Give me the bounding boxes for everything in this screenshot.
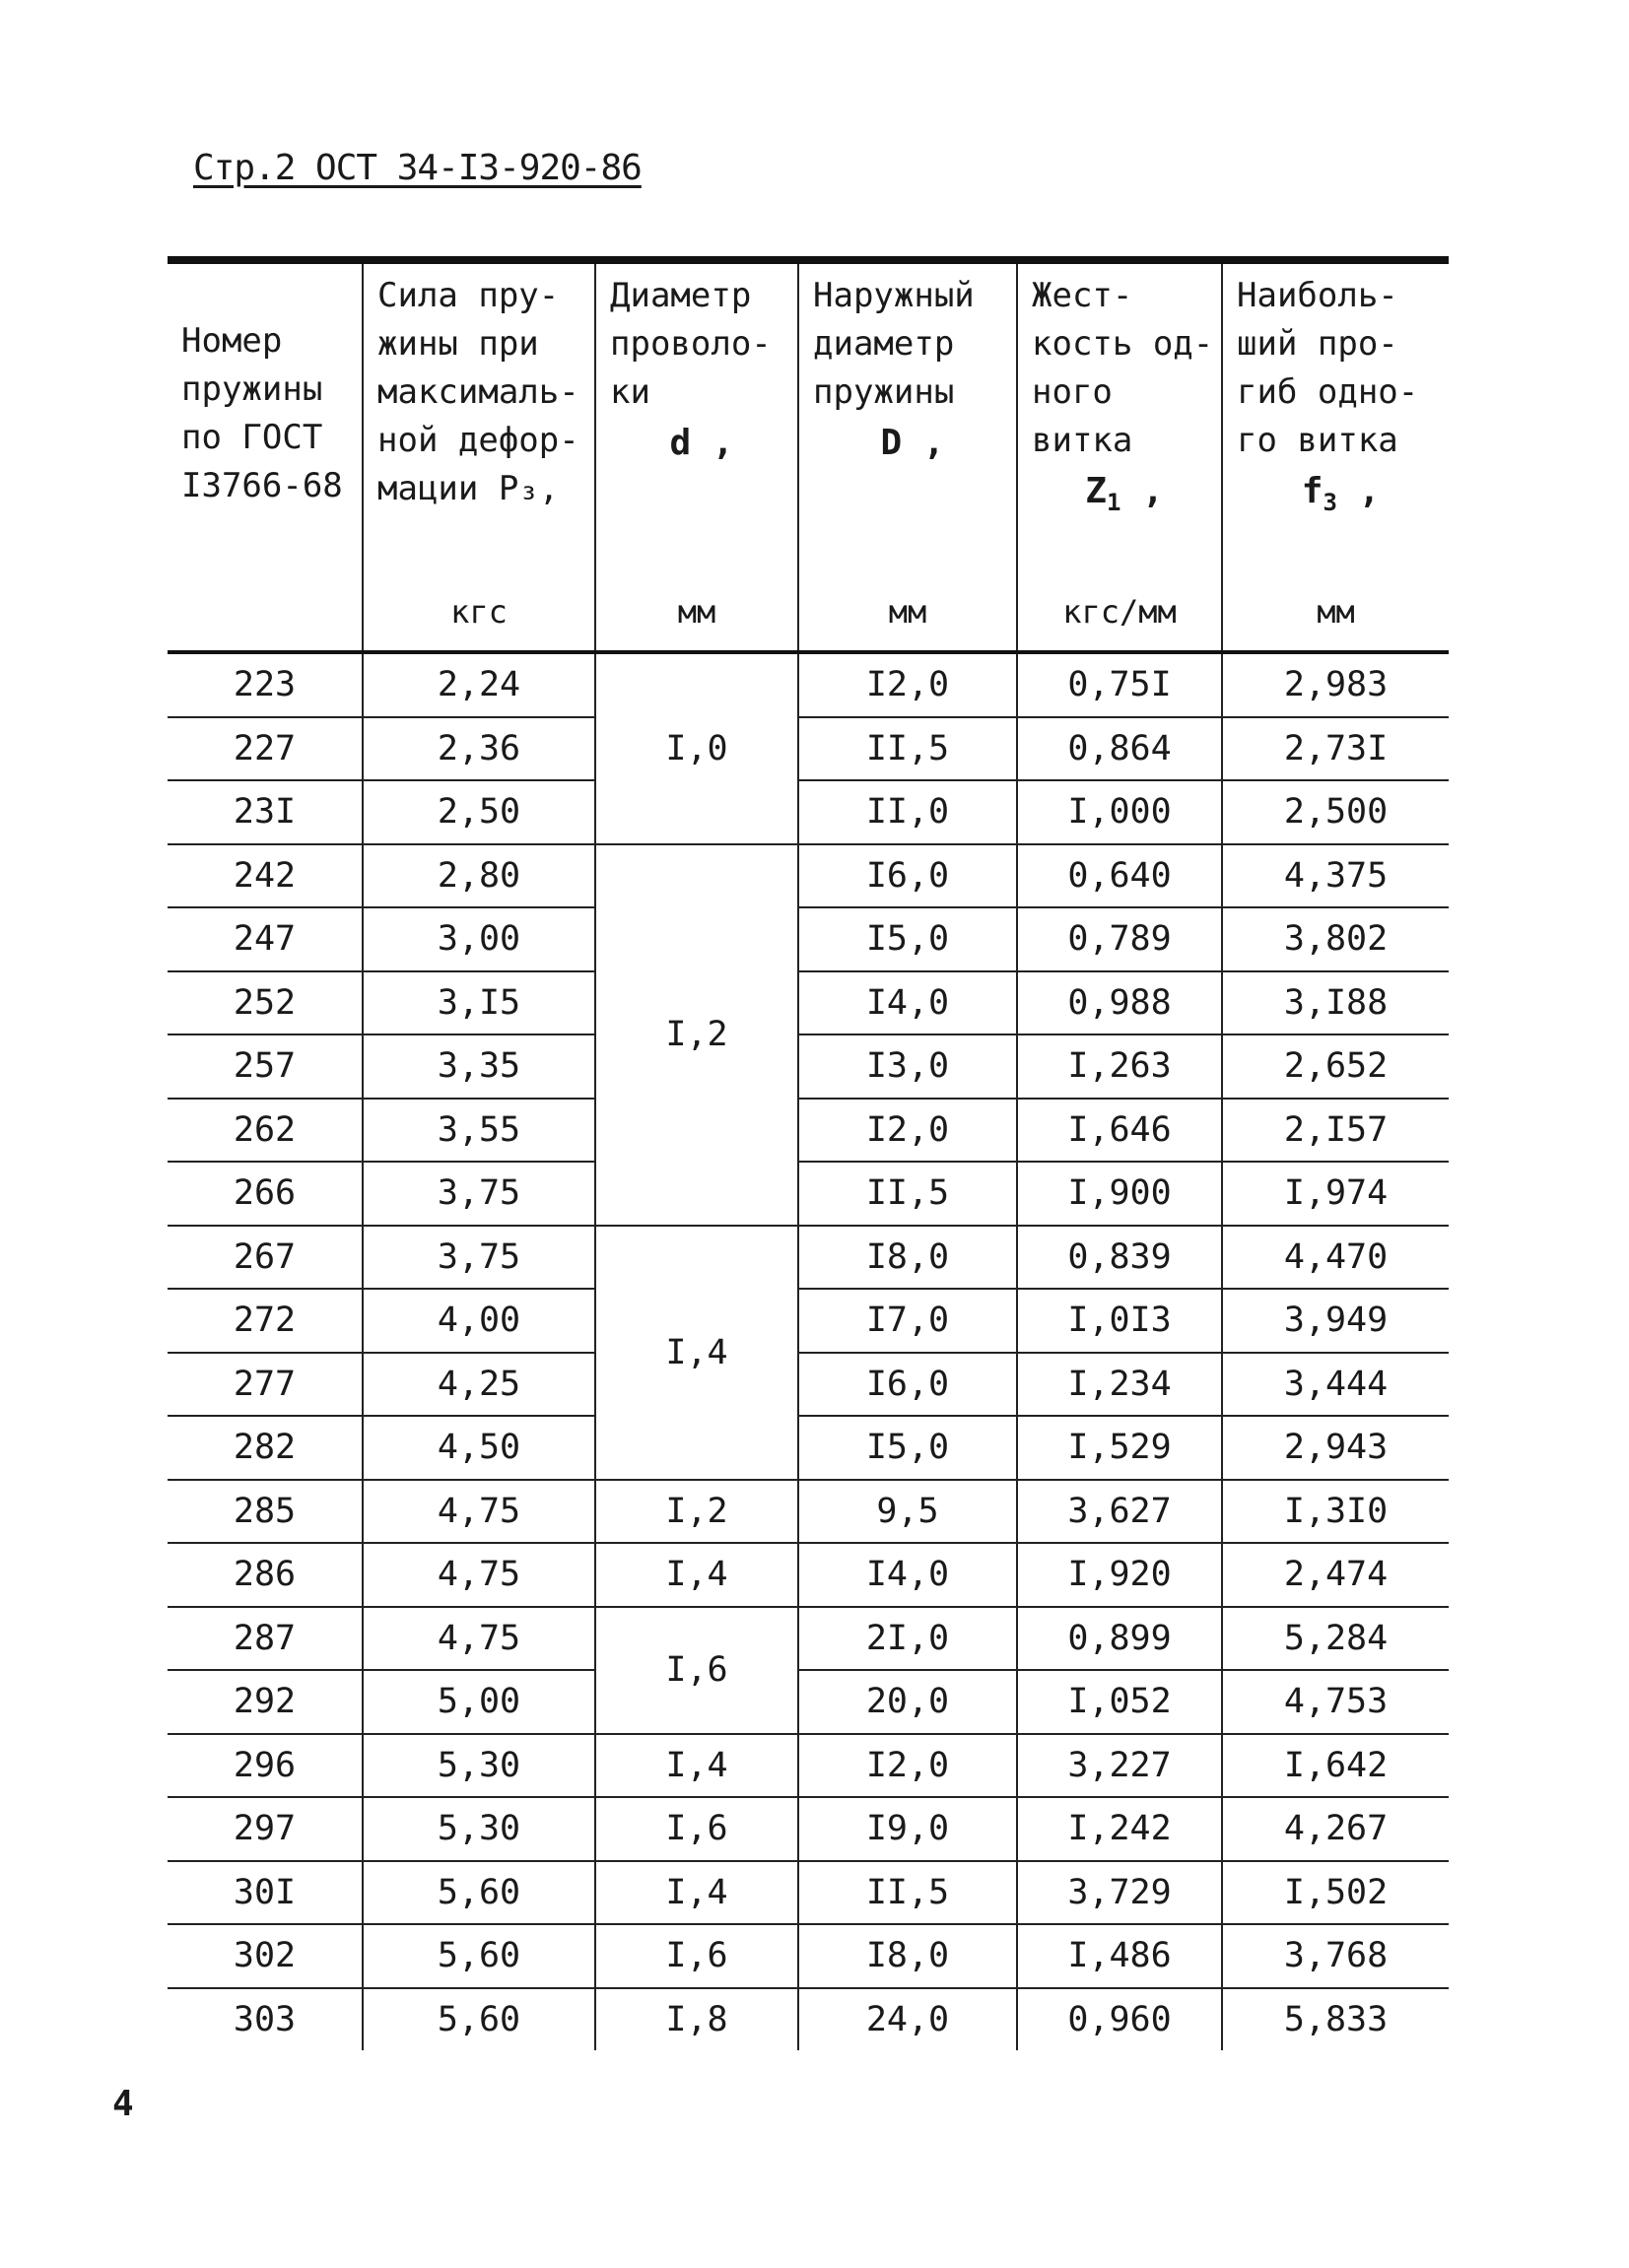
cell-wire-diameter: I,4 [595, 1543, 798, 1607]
cell-spring-number: 272 [168, 1289, 363, 1353]
table-row [168, 844, 1449, 908]
cell-deflection: 4,375 [1222, 844, 1449, 908]
cell-force: 5,60 [363, 1924, 595, 1988]
cell-stiffness: 3,227 [1017, 1734, 1222, 1798]
cell-spring-number: 227 [168, 717, 363, 781]
cell-force: 4,75 [363, 1480, 595, 1544]
cell-deflection: 3,I88 [1222, 971, 1449, 1035]
column-header-label: Жест- кость од- ного витка [1032, 276, 1214, 460]
cell-stiffness: I,263 [1017, 1034, 1222, 1099]
column-header-label: Номер пружины по ГОСТ I3766-68 [181, 321, 343, 505]
cell-deflection: I,502 [1222, 1861, 1449, 1925]
symbol-tail: , [1120, 471, 1164, 511]
cell-force: 2,36 [363, 717, 595, 781]
cell-spring-number: 252 [168, 971, 363, 1035]
cell-force: 3,75 [363, 1162, 595, 1226]
cell-stiffness: 0,988 [1017, 971, 1222, 1035]
cell-stiffness: I,900 [1017, 1162, 1222, 1226]
cell-deflection: 2,943 [1222, 1416, 1449, 1480]
symbol-subscript: 1 [1106, 489, 1121, 517]
cell-spring-number: 223 [168, 652, 363, 717]
cell-stiffness: 0,960 [1017, 1988, 1222, 2051]
column-unit: мм [677, 593, 716, 631]
column-symbol [813, 419, 1012, 467]
page-header: Стр.2 ОСТ 34-I3-920-86 [193, 148, 642, 188]
column-unit: мм [1317, 593, 1355, 631]
cell-stiffness: I,242 [1017, 1797, 1222, 1861]
table-row [168, 652, 1449, 717]
symbol-letter: D , [880, 423, 945, 463]
table-row [168, 1226, 1449, 1290]
column-unit: кгс/мм [1062, 593, 1177, 631]
table-row [168, 1607, 1449, 1671]
cell-force: 2,50 [363, 780, 595, 844]
page-number: 4 [112, 2084, 134, 2124]
column-header-1 [168, 260, 363, 652]
table-row [168, 1099, 1449, 1163]
column-header-label: Диаметр проволо- ки [610, 276, 772, 412]
cell-deflection: 2,500 [1222, 780, 1449, 844]
column-header-label: Сила пру- жины при максималь- ной дефор- мации Р₃, [377, 276, 579, 508]
column-symbol [1237, 467, 1445, 527]
cell-spring-number: 247 [168, 907, 363, 971]
cell-outer-diameter: I2,0 [798, 1099, 1017, 1163]
cell-outer-diameter: I2,0 [798, 652, 1017, 717]
cell-outer-diameter: I3,0 [798, 1034, 1017, 1099]
cell-deflection: 2,983 [1222, 652, 1449, 717]
symbol-letter: Z [1085, 471, 1107, 511]
cell-force: 5,60 [363, 1988, 595, 2051]
table-row [168, 1797, 1449, 1861]
cell-outer-diameter: II,0 [798, 780, 1017, 844]
table-row [168, 1034, 1449, 1099]
cell-spring-number: 267 [168, 1226, 363, 1290]
cell-outer-diameter: 20,0 [798, 1670, 1017, 1734]
cell-force: 3,00 [363, 907, 595, 971]
cell-outer-diameter: II,5 [798, 1162, 1017, 1226]
cell-outer-diameter: I8,0 [798, 1924, 1017, 1988]
symbol-letter: d , [669, 423, 734, 463]
column-header-6 [1222, 260, 1449, 652]
cell-outer-diameter: I2,0 [798, 1734, 1017, 1798]
column-header-label: Наружный диаметр пружины [813, 276, 975, 412]
cell-stiffness: I,920 [1017, 1543, 1222, 1607]
cell-stiffness: I,529 [1017, 1416, 1222, 1480]
cell-force: 3,75 [363, 1226, 595, 1290]
cell-deflection: 5,833 [1222, 1988, 1449, 2051]
cell-stiffness: I,0I3 [1017, 1289, 1222, 1353]
cell-deflection: 3,949 [1222, 1289, 1449, 1353]
table-row [168, 1416, 1449, 1480]
table-row [168, 1988, 1449, 2051]
cell-force: 3,I5 [363, 971, 595, 1035]
table-row [168, 717, 1449, 781]
table-row [168, 780, 1449, 844]
cell-force: 5,30 [363, 1734, 595, 1798]
cell-stiffness: 3,729 [1017, 1861, 1222, 1925]
cell-deflection: 3,444 [1222, 1353, 1449, 1417]
cell-spring-number: 302 [168, 1924, 363, 1988]
cell-spring-number: 285 [168, 1480, 363, 1544]
cell-spring-number: 262 [168, 1099, 363, 1163]
cell-stiffness: I,000 [1017, 780, 1222, 844]
cell-force: 5,30 [363, 1797, 595, 1861]
cell-deflection: 3,768 [1222, 1924, 1449, 1988]
table-row [168, 1734, 1449, 1798]
table-row [168, 1543, 1449, 1607]
cell-wire-diameter: I,4 [595, 1861, 798, 1925]
column-header-label: Наиболь- ший про- гиб одно- го витка [1237, 276, 1419, 460]
column-header-4 [798, 260, 1017, 652]
cell-wire-diameter: I,4 [595, 1226, 798, 1480]
cell-outer-diameter: II,5 [798, 1861, 1017, 1925]
cell-outer-diameter: 9,5 [798, 1480, 1017, 1544]
cell-force: 5,00 [363, 1670, 595, 1734]
cell-outer-diameter: I9,0 [798, 1797, 1017, 1861]
cell-force: 4,75 [363, 1543, 595, 1607]
cell-spring-number: 286 [168, 1543, 363, 1607]
cell-spring-number: 297 [168, 1797, 363, 1861]
table-row [168, 1670, 1449, 1734]
cell-stiffness: I,234 [1017, 1353, 1222, 1417]
cell-outer-diameter: I5,0 [798, 1416, 1017, 1480]
cell-wire-diameter: I,4 [595, 1734, 798, 1798]
column-unit: мм [888, 593, 927, 631]
spring-spec-table [168, 256, 1449, 2050]
cell-stiffness: 0,640 [1017, 844, 1222, 908]
table-row [168, 1162, 1449, 1226]
cell-outer-diameter: I5,0 [798, 907, 1017, 971]
cell-wire-diameter: I,2 [595, 844, 798, 1226]
cell-force: 4,00 [363, 1289, 595, 1353]
cell-deflection: 2,I57 [1222, 1099, 1449, 1163]
column-symbol [610, 419, 793, 467]
column-symbol [1032, 467, 1217, 527]
cell-stiffness: 0,75I [1017, 652, 1222, 717]
cell-deflection: 4,753 [1222, 1670, 1449, 1734]
symbol-tail: , [1336, 471, 1381, 511]
cell-outer-diameter: I4,0 [798, 1543, 1017, 1607]
cell-deflection: 2,73I [1222, 717, 1449, 781]
cell-wire-diameter: I,2 [595, 1480, 798, 1544]
symbol-letter: f [1301, 471, 1324, 511]
cell-spring-number: 287 [168, 1607, 363, 1671]
cell-spring-number: 277 [168, 1353, 363, 1417]
cell-outer-diameter: II,5 [798, 717, 1017, 781]
cell-force: 4,75 [363, 1607, 595, 1671]
cell-force: 2,80 [363, 844, 595, 908]
cell-outer-diameter: I6,0 [798, 1353, 1017, 1417]
cell-force: 5,60 [363, 1861, 595, 1925]
cell-outer-diameter: I4,0 [798, 971, 1017, 1035]
column-header-5 [1017, 260, 1222, 652]
cell-deflection: I,974 [1222, 1162, 1449, 1226]
column-header-3 [595, 260, 798, 652]
column-header-2 [363, 260, 595, 652]
cell-wire-diameter: I,6 [595, 1797, 798, 1861]
cell-deflection: 2,474 [1222, 1543, 1449, 1607]
cell-outer-diameter: 24,0 [798, 1988, 1017, 2051]
cell-spring-number: 303 [233, 1999, 297, 2039]
cell-spring-number: 257 [168, 1034, 363, 1099]
table-row [168, 1353, 1449, 1417]
cell-wire-diameter: I,0 [595, 652, 798, 844]
cell-stiffness: I,646 [1017, 1099, 1222, 1163]
table-row [168, 907, 1449, 971]
cell-deflection: 5,284 [1222, 1607, 1449, 1671]
cell-outer-diameter: I8,0 [798, 1226, 1017, 1290]
cell-wire-diameter: I,6 [595, 1924, 798, 1988]
table-row [168, 1289, 1449, 1353]
cell-wire-diameter: I,6 [595, 1607, 798, 1734]
cell-stiffness: I,052 [1017, 1670, 1222, 1734]
cell-stiffness: I,486 [1017, 1924, 1222, 1988]
cell-deflection: 2,652 [1222, 1034, 1449, 1099]
table-row [168, 1924, 1449, 1988]
cell-spring-number: 266 [168, 1162, 363, 1226]
table-row [168, 1861, 1449, 1925]
cell-stiffness: 0,864 [1017, 717, 1222, 781]
cell-stiffness: 3,627 [1017, 1480, 1222, 1544]
cell-deflection: 4,470 [1222, 1226, 1449, 1290]
table-row [168, 1480, 1449, 1544]
cell-force: 3,55 [363, 1099, 595, 1163]
table-body [168, 652, 1449, 2050]
cell-force: 3,35 [363, 1034, 595, 1099]
cell-force: 2,24 [363, 652, 595, 717]
cell-spring-number: 242 [168, 844, 363, 908]
cell-spring-number: 296 [168, 1734, 363, 1798]
cell-force: 4,50 [363, 1416, 595, 1480]
cell-outer-diameter: I6,0 [798, 844, 1017, 908]
cell-wire-diameter: I,8 [595, 1988, 798, 2051]
cell-stiffness: 0,789 [1017, 907, 1222, 971]
symbol-subscript: 3 [1323, 489, 1337, 517]
cell-deflection: I,642 [1222, 1734, 1449, 1798]
column-unit: кгс [450, 593, 508, 631]
cell-outer-diameter: I7,0 [798, 1289, 1017, 1353]
cell-outer-diameter: 2I,0 [798, 1607, 1017, 1671]
cell-spring-number: 30I [168, 1861, 363, 1925]
table-row [168, 971, 1449, 1035]
cell-spring-number: 282 [168, 1416, 363, 1480]
cell-deflection: 3,802 [1222, 907, 1449, 971]
table-header-row [168, 260, 1449, 652]
cell-force: 4,25 [363, 1353, 595, 1417]
cell-deflection: 4,267 [1222, 1797, 1449, 1861]
cell-spring-number: 292 [168, 1670, 363, 1734]
cell-deflection: I,3I0 [1222, 1480, 1449, 1544]
cell-stiffness: 0,839 [1017, 1226, 1222, 1290]
cell-stiffness: 0,899 [1017, 1607, 1222, 1671]
cell-spring-number: 23I [168, 780, 363, 844]
